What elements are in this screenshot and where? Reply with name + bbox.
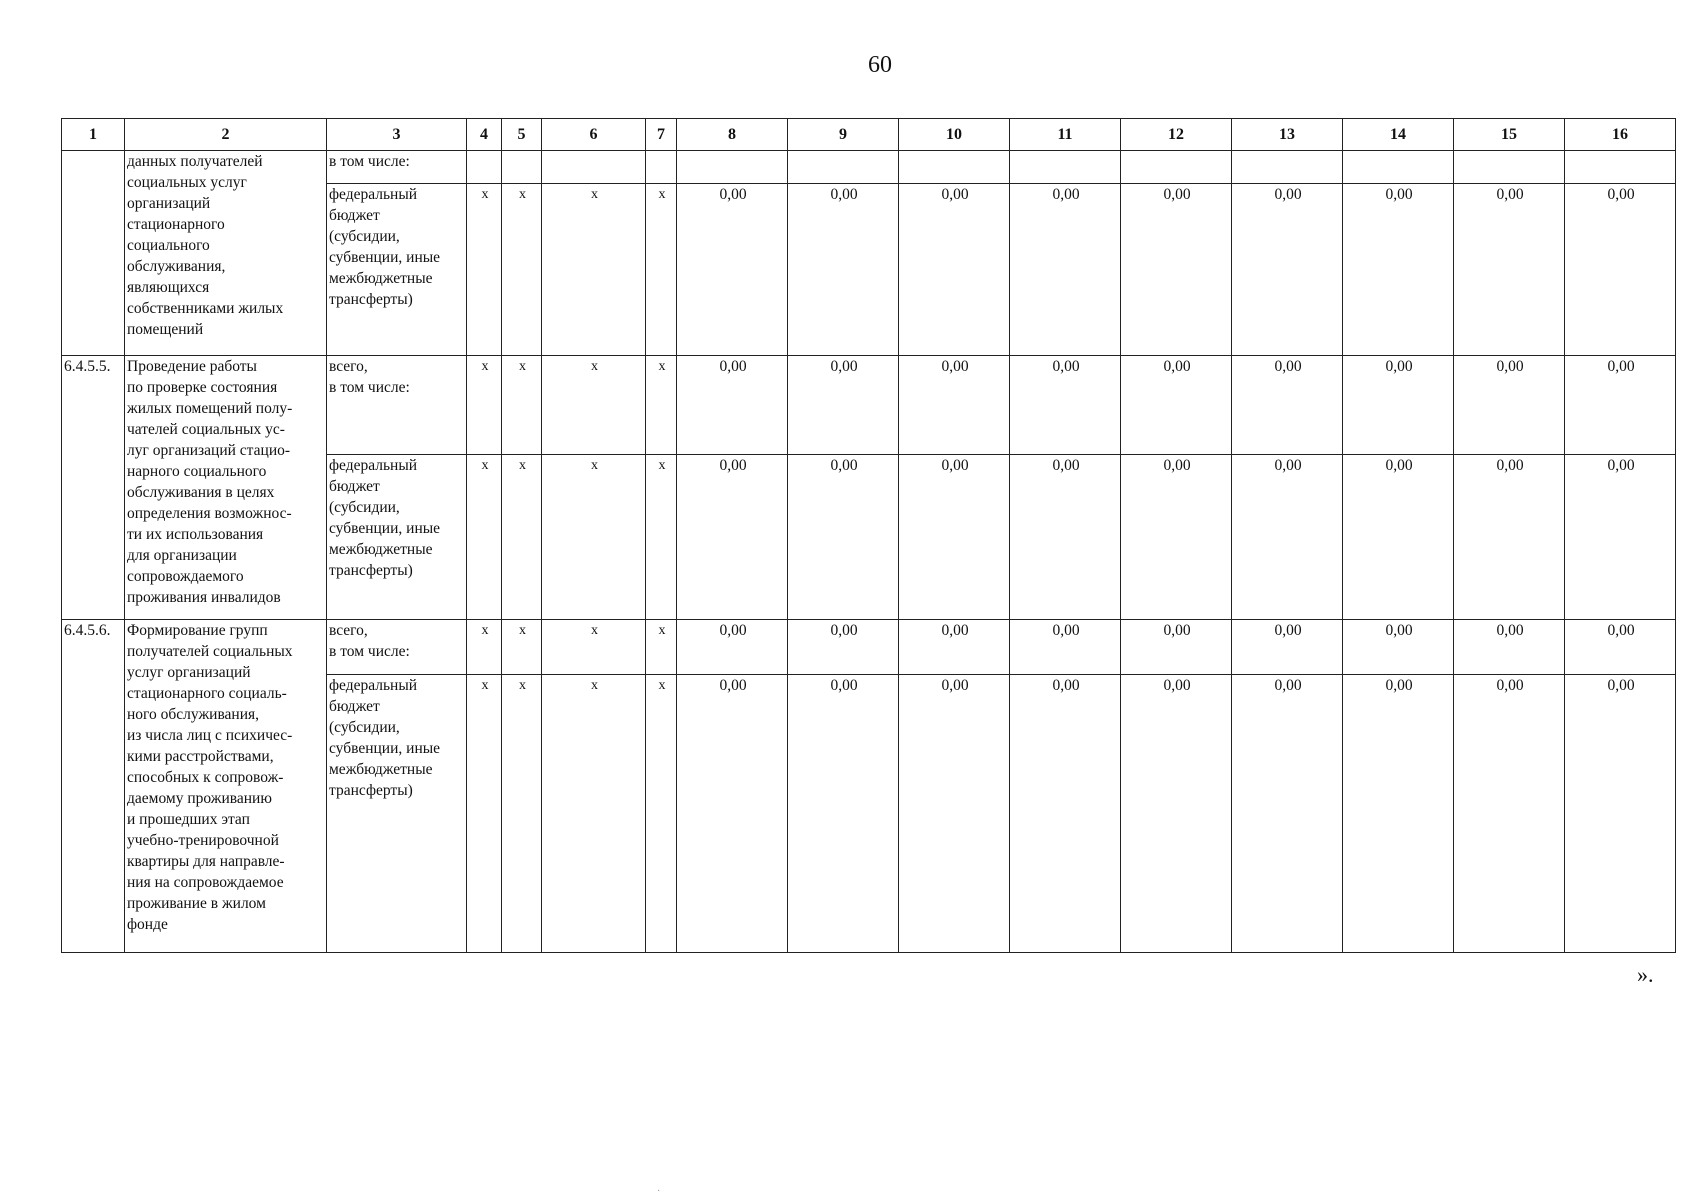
mark-cell: х [502, 184, 542, 356]
column-header-1: 1 [62, 119, 125, 151]
text-line: ти их использования [127, 526, 264, 543]
text-line: проживание в жилом [127, 895, 266, 912]
item-code: 6.4.5.5. [62, 356, 125, 620]
column-header-15: 15 [1454, 119, 1565, 151]
value-cell: 0,00 [1232, 184, 1343, 356]
value-cell: 0,00 [1232, 356, 1343, 455]
text-line: определения возможнос- [127, 505, 292, 522]
value-cell: 0,00 [1565, 184, 1676, 356]
value-cell: 0,00 [677, 455, 788, 620]
column-header-2: 2 [125, 119, 327, 151]
mark-cell: х [467, 620, 502, 675]
value-cell [788, 151, 899, 184]
mark-cell: х [646, 620, 677, 675]
table-body [62, 151, 1676, 953]
value-cell: 0,00 [1010, 184, 1121, 356]
column-header-11: 11 [1010, 119, 1121, 151]
column-header-8: 8 [677, 119, 788, 151]
page-number: 60 [868, 52, 892, 78]
text-line: бюджет [329, 207, 380, 224]
text-line: (субсидии, [329, 499, 400, 516]
mark-cell [542, 151, 646, 184]
value-cell: 0,00 [1121, 455, 1232, 620]
text-line: межбюджетные [329, 761, 433, 778]
dot-mark: · [657, 1186, 661, 1197]
mark-cell: х [542, 184, 646, 356]
text-line: социальных услуг [127, 174, 247, 191]
value-cell [1454, 151, 1565, 184]
text-line: в том числе: [329, 379, 410, 396]
text-line: в том числе: [329, 153, 410, 170]
header-row [62, 119, 1676, 151]
value-cell: 0,00 [1565, 455, 1676, 620]
value-cell: 0,00 [1121, 620, 1232, 675]
funding-source [327, 455, 467, 620]
column-header-10: 10 [899, 119, 1010, 151]
value-cell: 0,00 [1343, 455, 1454, 620]
column-header-3: 3 [327, 119, 467, 151]
text-line: (субсидии, [329, 228, 400, 245]
column-header-14: 14 [1343, 119, 1454, 151]
mark-cell: х [542, 620, 646, 675]
value-cell: 0,00 [1010, 675, 1121, 953]
mark-cell: х [467, 675, 502, 953]
text-line: кими расстройствами, [127, 748, 274, 765]
value-cell: 0,00 [1454, 356, 1565, 455]
column-header-12: 12 [1121, 119, 1232, 151]
mark-cell: х [467, 455, 502, 620]
text-line: квартиры для направле- [127, 853, 285, 870]
value-cell: 0,00 [899, 356, 1010, 455]
text-line: межбюджетные [329, 541, 433, 558]
value-cell: 0,00 [1121, 356, 1232, 455]
column-header-13: 13 [1232, 119, 1343, 151]
value-cell: 0,00 [677, 356, 788, 455]
text-line: бюджет [329, 698, 380, 715]
value-cell: 0,00 [1454, 455, 1565, 620]
mark-cell [502, 151, 542, 184]
text-line: социального [127, 237, 210, 254]
text-line: способных к сопровож- [127, 769, 284, 786]
value-cell [1565, 151, 1676, 184]
text-line: трансферты) [329, 291, 413, 308]
item-code [62, 151, 125, 356]
value-cell: 0,00 [899, 184, 1010, 356]
value-cell [1232, 151, 1343, 184]
text-line: в том числе: [329, 643, 410, 660]
text-line: субвенции, иные [329, 520, 441, 537]
mark-cell: х [542, 675, 646, 953]
value-cell: 0,00 [1343, 620, 1454, 675]
budget-table [61, 118, 1676, 953]
value-cell: 0,00 [1343, 356, 1454, 455]
table-row [62, 151, 1676, 184]
mark-cell: х [502, 675, 542, 953]
column-header-9: 9 [788, 119, 899, 151]
mark-cell: х [646, 184, 677, 356]
text-line: стационарного социаль- [127, 685, 287, 702]
value-cell [899, 151, 1010, 184]
closing-quote: ». [1637, 962, 1654, 987]
funding-source [327, 356, 467, 455]
mark-cell: х [646, 455, 677, 620]
text-line: для организации [127, 547, 237, 564]
value-cell: 0,00 [788, 184, 899, 356]
text-line: жилых помещений полу- [127, 400, 293, 417]
value-cell [1121, 151, 1232, 184]
text-line: фонде [127, 916, 168, 933]
value-cell: 0,00 [1232, 455, 1343, 620]
value-cell: 0,00 [788, 356, 899, 455]
text-line: Формирование групп [127, 622, 268, 639]
value-cell: 0,00 [1010, 620, 1121, 675]
mark-cell: х [542, 356, 646, 455]
value-cell: 0,00 [677, 675, 788, 953]
value-cell: 0,00 [1343, 184, 1454, 356]
text-line: организаций [127, 195, 211, 212]
funding-source [327, 151, 467, 184]
text-line: из числа лиц с психичес- [127, 727, 293, 744]
table-header [62, 119, 1676, 151]
value-cell: 0,00 [788, 455, 899, 620]
value-cell [1010, 151, 1121, 184]
value-cell: 0,00 [1454, 675, 1565, 953]
column-header-4: 4 [467, 119, 502, 151]
item-name [125, 620, 327, 953]
mark-cell: х [502, 356, 542, 455]
text-line: субвенции, иные [329, 740, 441, 757]
value-cell: 0,00 [899, 620, 1010, 675]
value-cell [677, 151, 788, 184]
funding-source [327, 184, 467, 356]
value-cell: 0,00 [1565, 356, 1676, 455]
text-line: субвенции, иные [329, 249, 441, 266]
table-row [62, 356, 1676, 455]
value-cell: 0,00 [1121, 184, 1232, 356]
text-line: бюджет [329, 478, 380, 495]
text-line: ния на сопровождаемое [127, 874, 284, 891]
value-cell: 0,00 [899, 675, 1010, 953]
text-line: по проверке состояния [127, 379, 278, 396]
value-cell: 0,00 [1454, 620, 1565, 675]
item-name [125, 356, 327, 620]
text-line: федеральный [329, 186, 418, 203]
value-cell: 0,00 [1232, 675, 1343, 953]
text-line: чателей социальных ус- [127, 421, 285, 438]
table-row [62, 620, 1676, 675]
text-line: услуг организаций [127, 664, 251, 681]
text-line: данных получателей [127, 153, 263, 170]
text-line: помещений [127, 321, 204, 338]
text-line: собственниками жилых [127, 300, 284, 317]
value-cell: 0,00 [1454, 184, 1565, 356]
text-line: межбюджетные [329, 270, 433, 287]
column-header-5: 5 [502, 119, 542, 151]
funding-source [327, 620, 467, 675]
value-cell: 0,00 [1343, 675, 1454, 953]
text-line: являющихся [127, 279, 210, 296]
text-line: федеральный [329, 677, 418, 694]
mark-cell: х [467, 184, 502, 356]
text-line: луг организаций стацио- [127, 442, 291, 459]
text-line: всего, [329, 358, 368, 375]
mark-cell: х [467, 356, 502, 455]
mark-cell: х [646, 675, 677, 953]
text-line: обслуживания, [127, 258, 226, 275]
value-cell: 0,00 [1121, 675, 1232, 953]
value-cell: 0,00 [788, 620, 899, 675]
mark-cell: х [502, 455, 542, 620]
text-line: учебно-тренировочной [127, 832, 279, 849]
text-line: (субсидии, [329, 719, 400, 736]
text-line: федеральный [329, 457, 418, 474]
mark-cell: х [502, 620, 542, 675]
value-cell: 0,00 [788, 675, 899, 953]
item-name [125, 151, 327, 356]
column-header-7: 7 [646, 119, 677, 151]
text-line: нарного социального [127, 463, 267, 480]
text-line: трансферты) [329, 562, 413, 579]
text-line: получателей социальных [127, 643, 293, 660]
value-cell: 0,00 [677, 184, 788, 356]
text-line: трансферты) [329, 782, 413, 799]
text-line: проживания инвалидов [127, 589, 281, 606]
value-cell: 0,00 [899, 455, 1010, 620]
text-line: Проведение работы [127, 358, 257, 375]
mark-cell [646, 151, 677, 184]
text-line: всего, [329, 622, 368, 639]
text-line: обслуживания в целях [127, 484, 275, 501]
value-cell: 0,00 [1565, 675, 1676, 953]
value-cell: 0,00 [1232, 620, 1343, 675]
text-line: и прошедших этап [127, 811, 250, 828]
text-line: стационарного [127, 216, 225, 233]
value-cell: 0,00 [677, 620, 788, 675]
value-cell: 0,00 [1010, 356, 1121, 455]
mark-cell: х [646, 356, 677, 455]
text-line: сопровождаемого [127, 568, 244, 585]
funding-source [327, 675, 467, 953]
value-cell [1343, 151, 1454, 184]
value-cell: 0,00 [1565, 620, 1676, 675]
text-line: даемому проживанию [127, 790, 272, 807]
column-header-6: 6 [542, 119, 646, 151]
mark-cell [467, 151, 502, 184]
text-line: ного обслуживания, [127, 706, 260, 723]
value-cell: 0,00 [1010, 455, 1121, 620]
mark-cell: х [542, 455, 646, 620]
item-code: 6.4.5.6. [62, 620, 125, 953]
column-header-16: 16 [1565, 119, 1676, 151]
